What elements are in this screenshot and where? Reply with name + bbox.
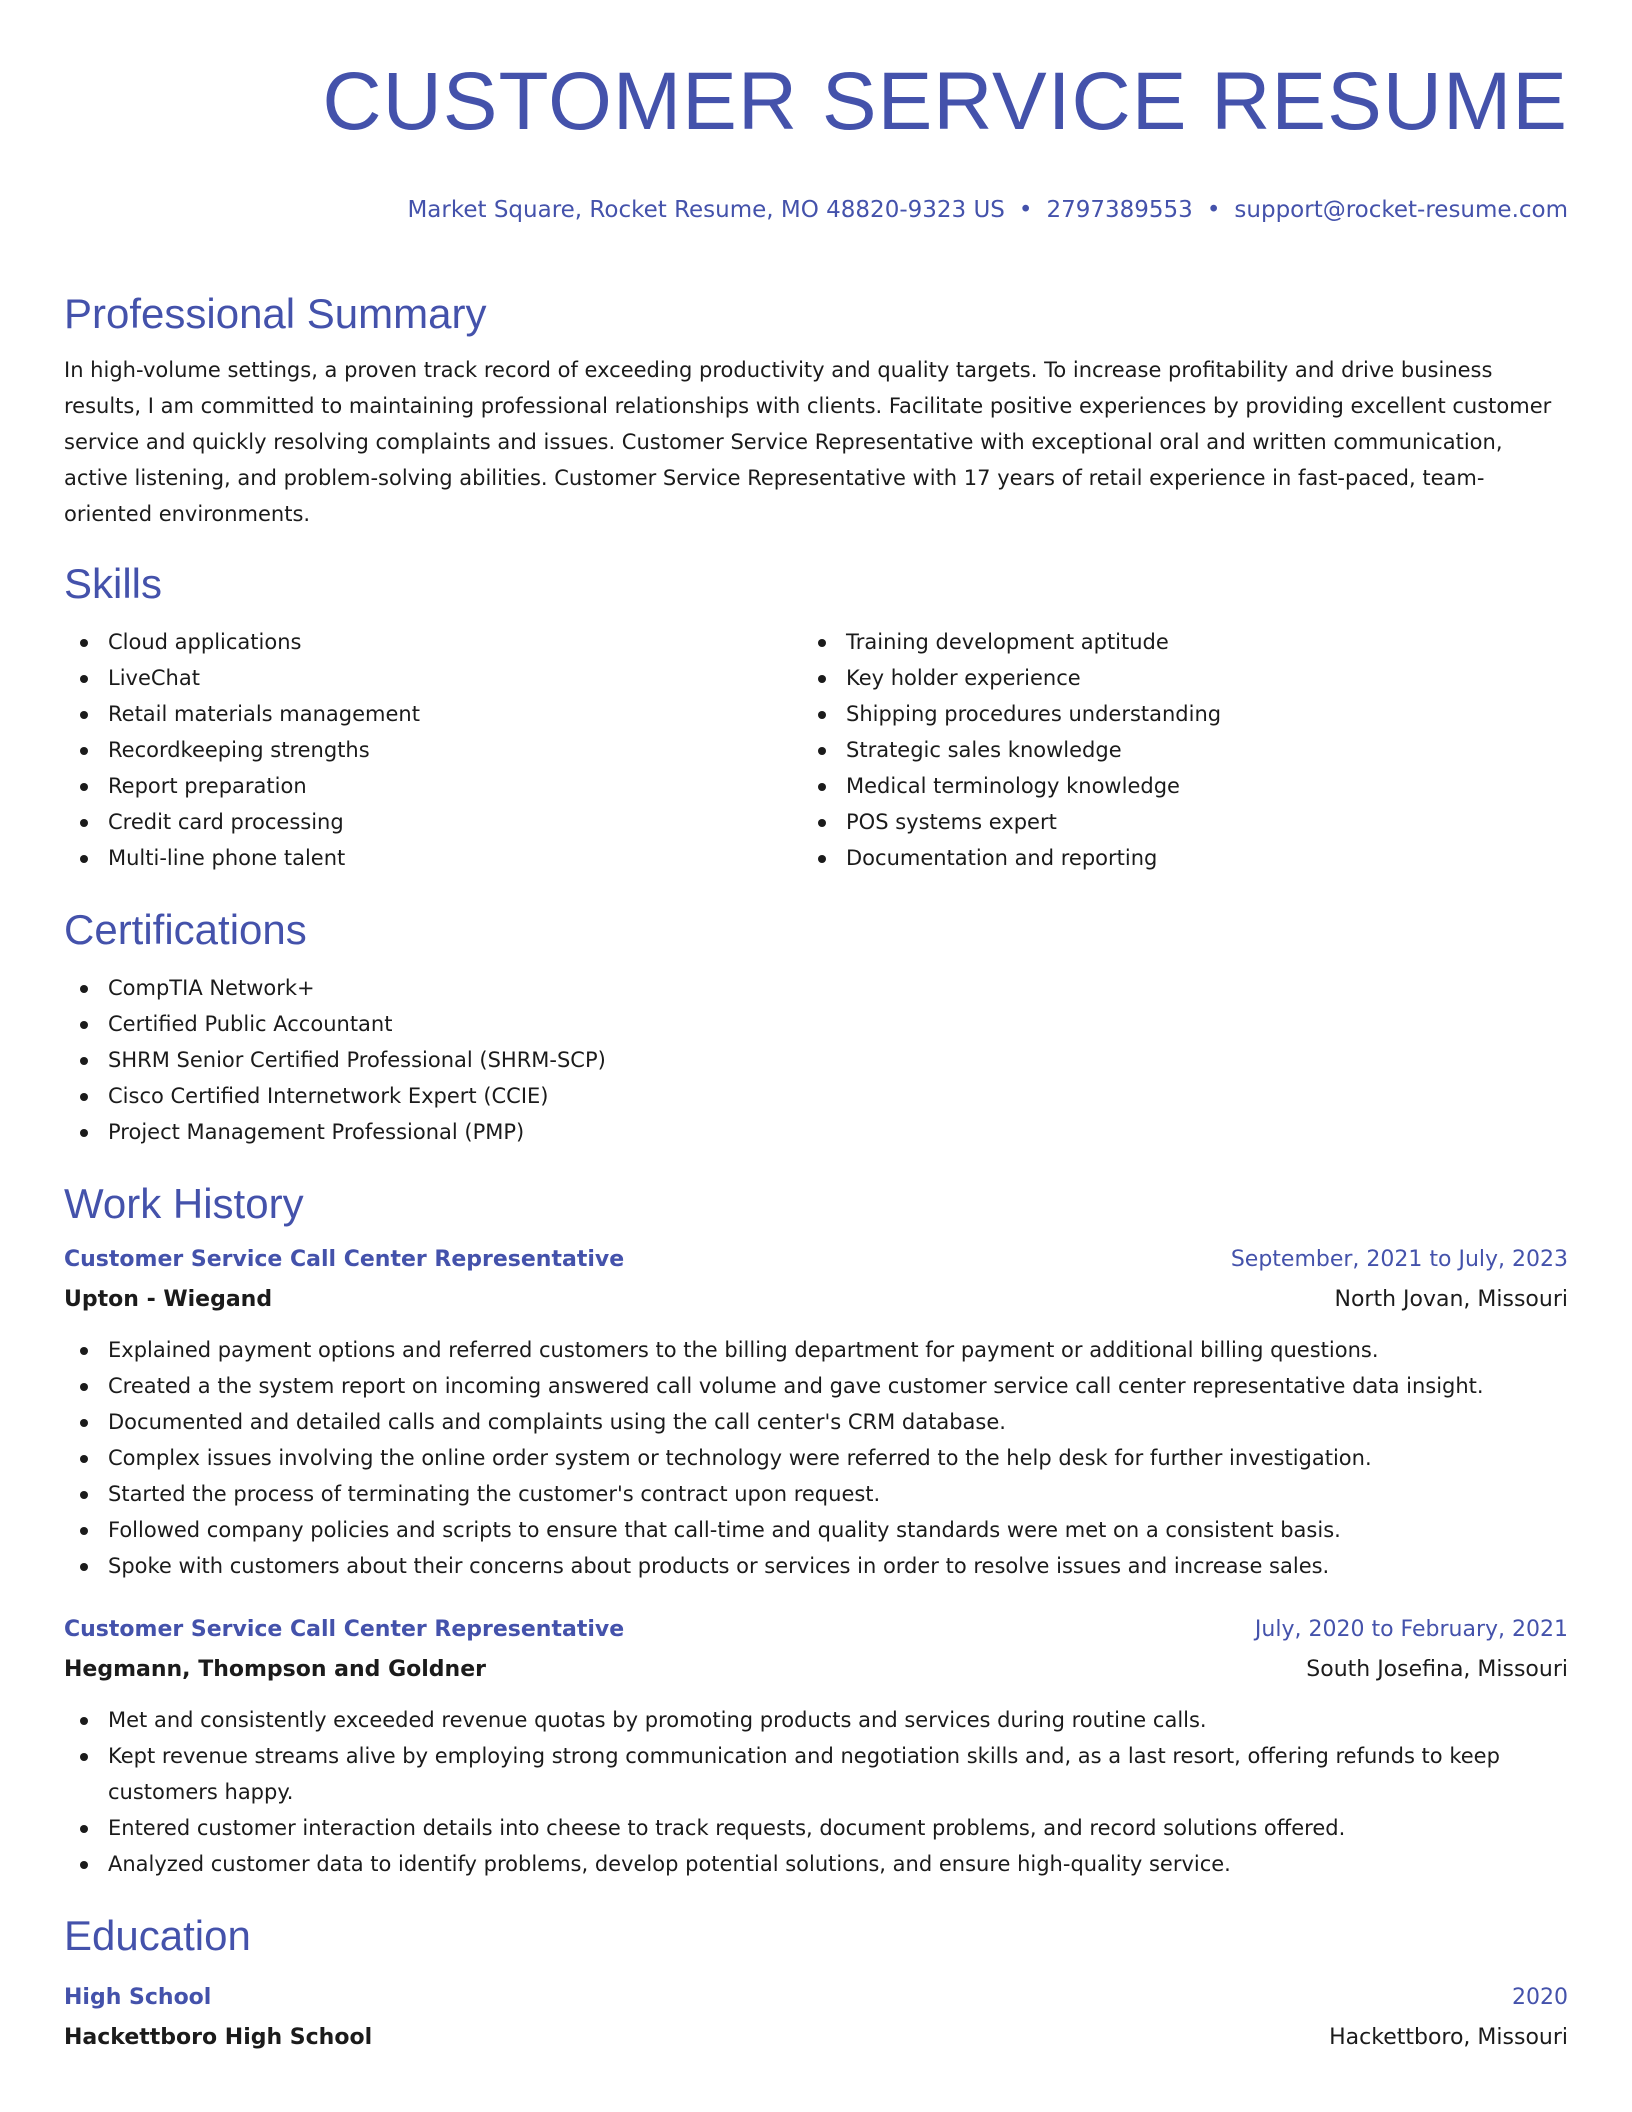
job-location: North Jovan, Missouri <box>1334 1287 1568 1312</box>
job-bullet: Followed company policies and scripts to ensure that call-time and quality standards were met on a consistent basis. <box>64 1512 1568 1548</box>
job-bullet: Spoke with customers about their concerns about products or services in order to resolve issues and increase sales. <box>64 1548 1568 1584</box>
job-company-row <box>64 1648 1568 1688</box>
job-bullet: Complex issues involving the online order system or technology were referred to the help desk for further investigation. <box>64 1440 1568 1476</box>
section-title-certifications: Certifications <box>64 906 307 953</box>
job-company: Upton - Wiegand <box>64 1287 273 1312</box>
job-entry <box>64 1242 1568 1584</box>
skill-item: Credit card processing <box>64 804 802 840</box>
job-bullet: Entered customer interaction details into cheese to track requests, document problems, and record solutions offered. <box>64 1810 1568 1846</box>
skill-item: POS systems expert <box>802 804 1540 840</box>
job-role: Customer Service Call Center Representative <box>64 1617 625 1642</box>
contact-line <box>64 196 1568 224</box>
contact-phone: 2797389553 <box>1046 197 1193 223</box>
education-year: 2020 <box>1512 1985 1568 2010</box>
job-company-row <box>64 1278 1568 1318</box>
job-bullet: Met and consistently exceeded revenue quotas by promoting products and services during routine calls. <box>64 1702 1568 1738</box>
contact-separator: • <box>1206 197 1221 223</box>
job-dates: September, 2021 to July, 2023 <box>1230 1247 1568 1272</box>
certification-item: Cisco Certified Internetwork Expert (CCIE) <box>64 1078 1568 1114</box>
skill-item: Training development aptitude <box>802 624 1540 660</box>
job-dates: July, 2020 to February, 2021 <box>1254 1617 1568 1642</box>
education-school-row <box>64 2016 1568 2056</box>
contact-email[interactable]: support@rocket-resume.com <box>1234 197 1568 223</box>
certification-item: CompTIA Network+ <box>64 970 1568 1006</box>
resume-title: CUSTOMER SERVICE RESUME <box>322 56 1568 147</box>
summary-text: In high-volume settings, a proven track record of exceeding productivity and quality targets. To increase profitability and drive business results, I am committed to maintaining professional relationships with clients. Facilitate positive experiences by providing excellent customer service and quickly resolving complaints and issues. Customer Service Representative with exceptional oral and written communication, active listening, and problem-solving abilities. Customer Service Representative with 17 years of retail experience in fast-paced, team-oriented environments. <box>64 358 1552 526</box>
skill-item: LiveChat <box>64 660 802 696</box>
skill-item: Cloud applications <box>64 624 802 660</box>
education-degree: High School <box>64 1985 212 2010</box>
section-title-skills: Skills <box>64 560 163 607</box>
job-role: Customer Service Call Center Representative <box>64 1247 625 1272</box>
skill-item: Key holder experience <box>802 660 1540 696</box>
job-entry <box>64 1612 1568 1882</box>
education-header-row <box>64 1980 1568 2016</box>
job-header-row <box>64 1242 1568 1278</box>
job-bullet: Analyzed customer data to identify problems, develop potential solutions, and ensure high-quality service. <box>64 1846 1568 1882</box>
skills-grid <box>64 624 1568 876</box>
skills-section <box>64 558 1568 876</box>
education-location: Hackettboro, Missouri <box>1329 2025 1568 2050</box>
contact-separator: • <box>1018 197 1033 223</box>
skills-list-left <box>64 624 802 876</box>
skill-item: Retail materials management <box>64 696 802 732</box>
job-company: Hegmann, Thompson and Goldner <box>64 1657 486 1682</box>
certification-item: SHRM Senior Certified Professional (SHRM-SCP) <box>64 1042 1568 1078</box>
section-title-work-history: Work History <box>64 1180 304 1227</box>
job-bullet: Started the process of terminating the customer's contract upon request. <box>64 1476 1568 1512</box>
certification-item: Certified Public Accountant <box>64 1006 1568 1042</box>
job-bullets <box>64 1702 1568 1882</box>
education-entry <box>64 1980 1568 2056</box>
certifications-section <box>64 904 1568 1150</box>
skill-item: Recordkeeping strengths <box>64 732 802 768</box>
job-bullet: Documented and detailed calls and complaints using the call center's CRM database. <box>64 1404 1568 1440</box>
job-bullet: Created a the system report on incoming answered call volume and gave customer service call center representative data insight. <box>64 1368 1568 1404</box>
work-history-section <box>64 1178 1568 1882</box>
job-location: South Josefina, Missouri <box>1306 1657 1568 1682</box>
professional-summary-section <box>64 288 1568 532</box>
job-bullet: Kept revenue streams alive by employing strong communication and negotiation skills and, as a last resort, offering refunds to keep customers happy. <box>64 1738 1568 1810</box>
education-section <box>64 1910 1568 2056</box>
skill-item: Report preparation <box>64 768 802 804</box>
certifications-list <box>64 970 1568 1150</box>
skills-list-right <box>802 624 1540 876</box>
job-header-row <box>64 1612 1568 1648</box>
certification-item: Project Management Professional (PMP) <box>64 1114 1568 1150</box>
skill-item: Shipping procedures understanding <box>802 696 1540 732</box>
resume-header <box>64 50 1568 224</box>
skill-item: Documentation and reporting <box>802 840 1540 876</box>
education-school: Hackettboro High School <box>64 2025 373 2050</box>
job-bullet: Explained payment options and referred customers to the billing department for payment or additional billing questions. <box>64 1332 1568 1368</box>
section-title-education: Education <box>64 1912 251 1959</box>
contact-address: Market Square, Rocket Resume, MO 48820-9323 US <box>407 197 1005 223</box>
job-bullets <box>64 1332 1568 1584</box>
skill-item: Strategic sales knowledge <box>802 732 1540 768</box>
skill-item: Multi-line phone talent <box>64 840 802 876</box>
section-title-summary: Professional Summary <box>64 290 487 337</box>
skill-item: Medical terminology knowledge <box>802 768 1540 804</box>
